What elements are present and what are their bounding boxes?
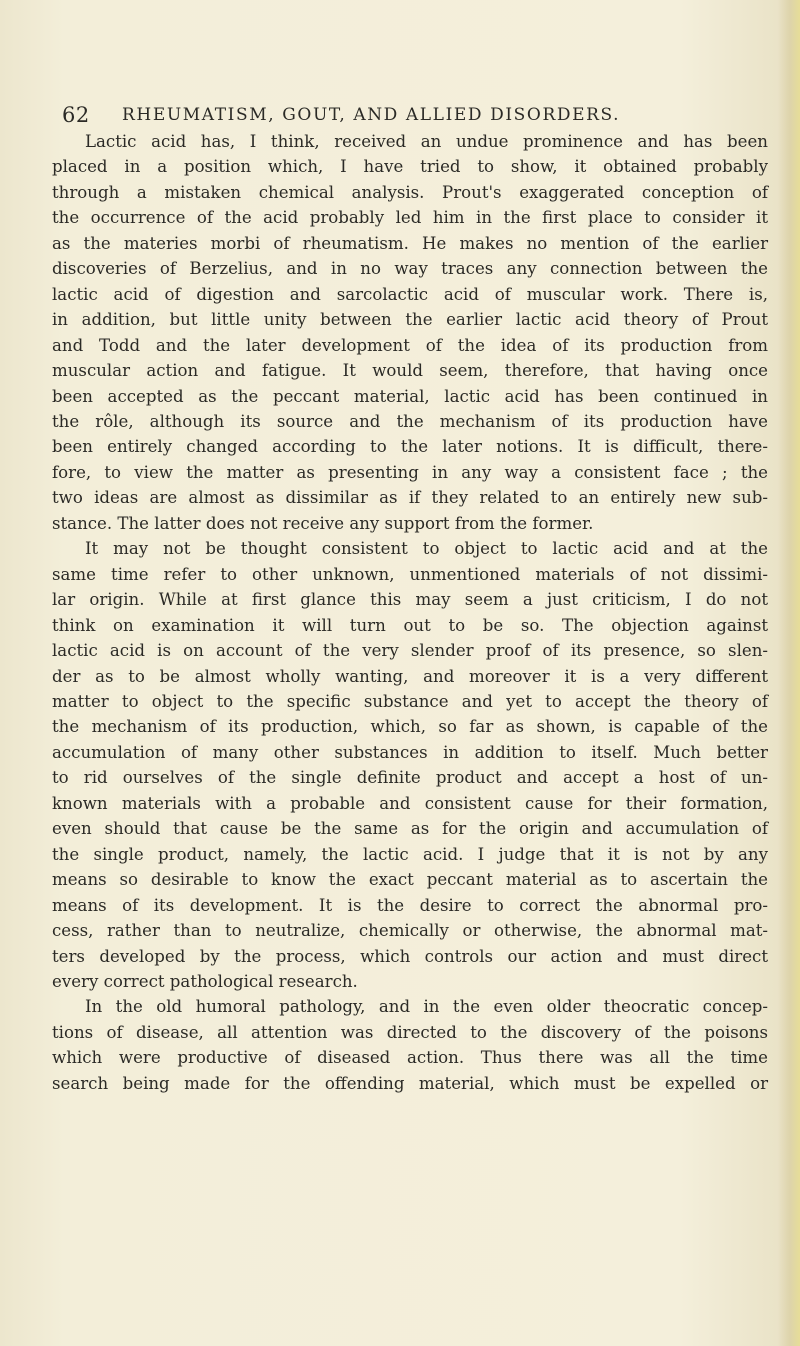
text-line: It may not be thought consistent to object to lactic acid and at the — [85, 539, 768, 559]
text-line: placed in a position which, I have tried to show, it obtained probably — [52, 157, 768, 177]
text-line: to rid ourselves of the single definite product and accept a host of un- — [52, 768, 768, 788]
text-line: even should that cause be the same as for the origin and accumulation of — [52, 819, 768, 839]
text-line: been entirely changed according to the later notions. It is difficult, there- — [52, 437, 768, 457]
text-line: stance. The latter does not receive any support from the former. — [52, 513, 594, 533]
text-line: every correct pathological research. — [52, 971, 358, 991]
text-line: through a mistaken chemical analysis. Prout's exaggerated conception of — [52, 182, 768, 202]
running-head: RHEUMATISM, GOUT, AND ALLIED DISORDERS. — [122, 105, 621, 125]
text-line: fore, to view the matter as presenting in any way a consistent face ; the — [52, 462, 768, 482]
text-line: discoveries of Berzelius, and in no way traces any connection between the — [52, 259, 768, 279]
text-line: means of its development. It is the desire to correct the abnormal pro- — [52, 895, 768, 915]
text-line: lactic acid is on account of the very slender proof of its presence, so slen- — [52, 641, 768, 661]
text-line: the rôle, although its source and the mechanism of its production have — [52, 411, 768, 431]
text-line: think on examination it will turn out to be so. The objection against — [52, 615, 768, 635]
text-line: Lactic acid has, I think, received an undue prominence and has been — [85, 132, 768, 151]
text-line: der as to be almost wholly wanting, and moreover it is a very different — [52, 666, 768, 686]
text-line: and Todd and the later development of the idea of its production from — [52, 335, 768, 355]
text-line: means so desirable to know the exact peccant material as to ascertain the — [52, 870, 768, 890]
page-edge-shadow — [778, 0, 800, 1346]
text-line: known materials with a probable and consistent cause for their formation, — [52, 793, 768, 813]
text-line: search being made for the offending material, which must be expelled or — [52, 1073, 768, 1093]
body-text — [52, 129, 768, 1096]
paragraph — [52, 994, 768, 1096]
text-line: the mechanism of its production, which, so far as shown, is capable of the — [52, 717, 768, 737]
text-line: tions of disease, all attention was directed to the discovery of the poisons — [52, 1022, 768, 1042]
text-line: two ideas are almost as dissimilar as if they related to an entirely new sub- — [52, 488, 768, 508]
text-line: same time refer to other unknown, unmentioned materials of not dissimi- — [52, 564, 768, 584]
text-line: ters developed by the process, which controls our action and must direct — [52, 946, 768, 966]
text-line: lar origin. While at first glance this may seem a just criticism, I do not — [52, 590, 768, 610]
text-line: matter to object to the specific substance and yet to accept the theory of — [52, 691, 768, 711]
page-number: 62 — [62, 103, 90, 127]
paragraph — [52, 129, 768, 536]
text-line: the single product, namely, the lactic acid. I judge that it is not by any — [52, 844, 768, 864]
text-line: muscular action and fatigue. It would seem, therefore, that having once — [52, 361, 768, 381]
text-line: cess, rather than to neutralize, chemically or otherwise, the abnormal mat- — [52, 921, 768, 941]
text-line: in addition, but little unity between the earlier lactic acid theory of Prout — [52, 310, 768, 330]
text-line: accumulation of many other substances in addition to itself. Much better — [52, 742, 768, 762]
text-line: which were productive of diseased action. Thus there was all the time — [52, 1048, 768, 1068]
paragraph — [52, 536, 768, 994]
text-line: lactic acid of digestion and sarcolactic acid of muscular work. There is, — [52, 284, 768, 304]
text-line: been accepted as the peccant material, lactic acid has been continued in — [52, 386, 768, 406]
text-line: In the old humoral pathology, and in the even older theocratic concep- — [85, 997, 768, 1017]
text-line: the occurrence of the acid probably led him in the first place to consider it — [52, 208, 768, 228]
text-line: as the materies morbi of rheumatism. He makes no mention of the earlier — [52, 233, 768, 253]
